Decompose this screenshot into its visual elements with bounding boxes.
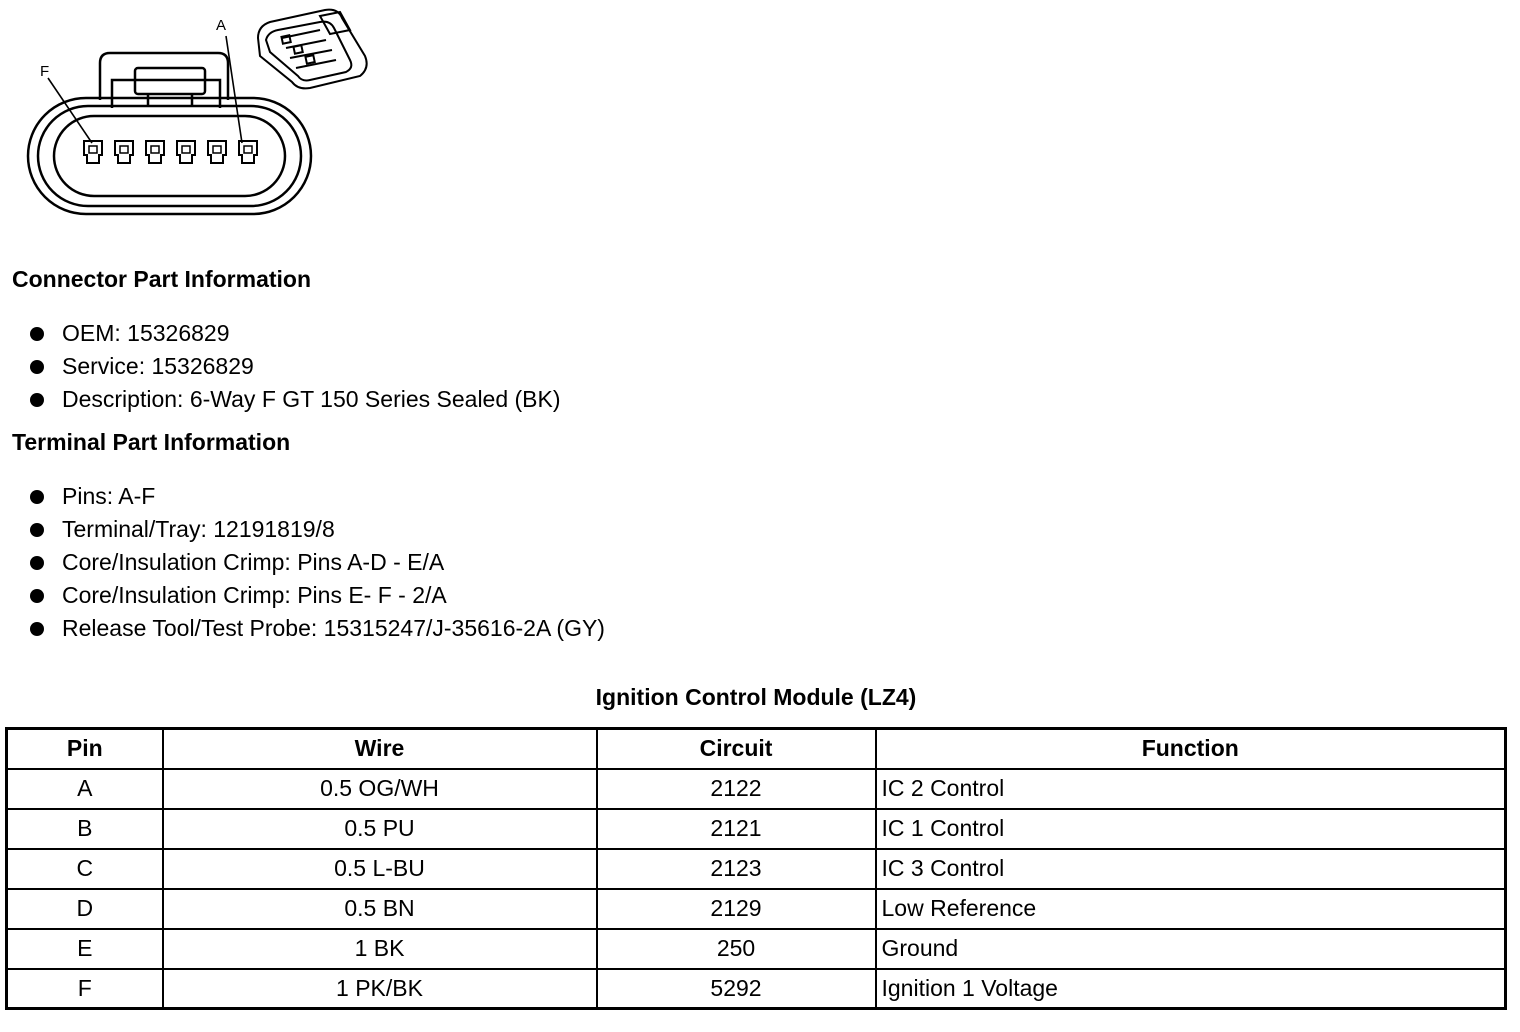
cell-function: IC 2 Control bbox=[876, 769, 1506, 809]
cell-function: IC 1 Control bbox=[876, 809, 1506, 849]
pin-label-f: F bbox=[40, 63, 50, 80]
header-circuit: Circuit bbox=[597, 729, 876, 769]
bullet-icon bbox=[30, 556, 44, 570]
table-row bbox=[7, 849, 1506, 889]
cell-function: IC 3 Control bbox=[876, 849, 1506, 889]
cell-function: Ground bbox=[876, 929, 1506, 969]
cell-circuit: 5292 bbox=[597, 969, 876, 1009]
bullet-icon bbox=[30, 490, 44, 504]
leader-line-f bbox=[48, 78, 92, 143]
header-pin: Pin bbox=[7, 729, 163, 769]
cell-wire: 0.5 OG/WH bbox=[163, 769, 597, 809]
pin-cavity bbox=[208, 141, 226, 163]
pin-cavities bbox=[84, 141, 257, 163]
table-title: Ignition Control Module (LZ4) bbox=[595, 684, 917, 710]
cell-circuit: 2123 bbox=[597, 849, 876, 889]
header-function: Function bbox=[876, 729, 1506, 769]
table-row bbox=[7, 889, 1506, 929]
table-header-row bbox=[7, 729, 1506, 769]
cell-pin: E bbox=[7, 929, 163, 969]
cell-wire: 0.5 BN bbox=[163, 889, 597, 929]
list-item: Release Tool/Test Probe: 15315247/J-35616-2A (GY) bbox=[28, 612, 605, 645]
cell-circuit: 2121 bbox=[597, 809, 876, 849]
table-row bbox=[7, 769, 1506, 809]
table-row bbox=[7, 929, 1506, 969]
pinout-table bbox=[5, 727, 1507, 1010]
cell-function: Low Reference bbox=[876, 889, 1506, 929]
bullet-icon bbox=[30, 393, 44, 407]
cell-wire: 1 PK/BK bbox=[163, 969, 597, 1009]
bullet-icon bbox=[30, 523, 44, 537]
header-wire: Wire bbox=[163, 729, 597, 769]
cell-pin: F bbox=[7, 969, 163, 1009]
table-row bbox=[7, 809, 1506, 849]
terminal-part-list bbox=[28, 480, 605, 645]
pin-cavity bbox=[177, 141, 195, 163]
terminal-part-heading: Terminal Part Information bbox=[12, 429, 291, 455]
cell-circuit: 250 bbox=[597, 929, 876, 969]
connector-face bbox=[54, 116, 285, 196]
connector-diagram bbox=[20, 8, 380, 218]
cell-wire: 0.5 L-BU bbox=[163, 849, 597, 889]
cell-pin: A bbox=[7, 769, 163, 809]
cell-wire: 0.5 PU bbox=[163, 809, 597, 849]
list-item: OEM: 15326829 bbox=[28, 317, 561, 350]
cell-circuit: 2122 bbox=[597, 769, 876, 809]
list-item: Core/Insulation Crimp: Pins A-D - E/A bbox=[28, 546, 605, 579]
cell-function: Ignition 1 Voltage bbox=[876, 969, 1506, 1009]
pin-cavity bbox=[146, 141, 164, 163]
bullet-icon bbox=[30, 622, 44, 636]
pin-label-a: A bbox=[216, 17, 227, 34]
connector-part-list bbox=[28, 317, 561, 416]
list-item: Terminal/Tray: 12191819/8 bbox=[28, 513, 605, 546]
pin-cavity bbox=[84, 141, 102, 163]
pin-cavity bbox=[239, 141, 257, 163]
cell-pin: B bbox=[7, 809, 163, 849]
list-item: Core/Insulation Crimp: Pins E- F - 2/A bbox=[28, 579, 605, 612]
cell-circuit: 2129 bbox=[597, 889, 876, 929]
cell-pin: C bbox=[7, 849, 163, 889]
bullet-icon bbox=[30, 589, 44, 603]
bullet-icon bbox=[30, 327, 44, 341]
connector-isometric-icon bbox=[258, 10, 367, 89]
bullet-icon bbox=[30, 360, 44, 374]
cell-pin: D bbox=[7, 889, 163, 929]
list-item: Description: 6-Way F GT 150 Series Sealed (BK) bbox=[28, 383, 561, 416]
list-item: Pins: A-F bbox=[28, 480, 605, 513]
pin-cavity bbox=[115, 141, 133, 163]
cell-wire: 1 BK bbox=[163, 929, 597, 969]
table-row bbox=[7, 969, 1506, 1009]
list-item: Service: 15326829 bbox=[28, 350, 561, 383]
connector-part-heading: Connector Part Information bbox=[12, 266, 312, 292]
